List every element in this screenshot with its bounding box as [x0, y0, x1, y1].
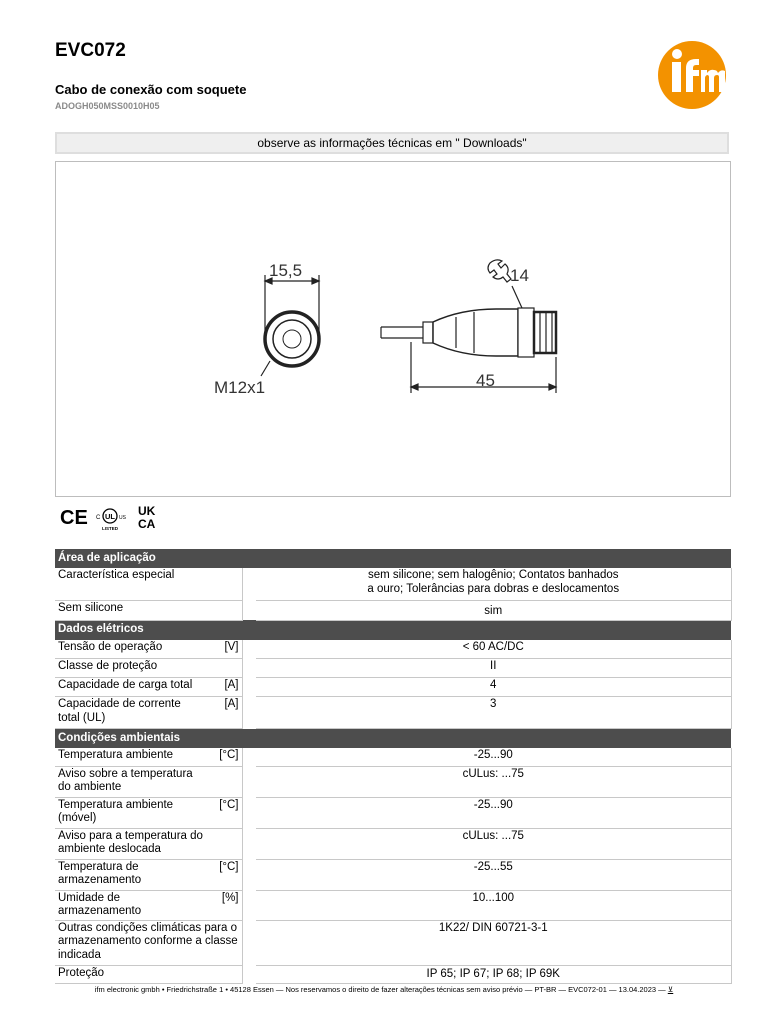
thread-label: M12x1 [214, 378, 266, 397]
row-unit: [%] [208, 890, 242, 920]
row-label: Característica especial [55, 568, 208, 600]
spec-table [55, 549, 732, 984]
section-header: Dados elétricos [55, 620, 731, 640]
row-value: II [256, 659, 731, 678]
table-row [55, 828, 731, 859]
row-unit: [A] [208, 678, 242, 697]
product-subtitle: Cabo de conexão com soquete [55, 82, 247, 97]
table-row [55, 766, 731, 797]
row-label: Outras condições climáticas para o armazenamento conforme a classe indicada [55, 920, 242, 965]
row-value: sem silicone; sem halogênio; Contatos banhados a ouro; Tolerâncias para dobras e deslocamentos [256, 568, 731, 600]
row-unit [208, 828, 242, 859]
row-label: Aviso sobre a temperatura do ambiente [55, 766, 208, 797]
row-unit: [°C] [208, 797, 242, 828]
row-value: sim [256, 600, 731, 620]
row-label: Umidade de armazenamento [55, 890, 208, 920]
svg-text:LISTED: LISTED [102, 526, 119, 531]
table-row [55, 859, 731, 890]
row-label: Capacidade de carga total [55, 678, 208, 697]
table-row [55, 890, 731, 920]
row-unit: [V] [208, 640, 242, 659]
table-row [55, 797, 731, 828]
diameter-label: 15,5 [269, 261, 303, 280]
section-header: Área de aplicação [55, 549, 731, 568]
row-value: 10...100 [256, 890, 731, 920]
row-value: cULus: ...75 [256, 766, 731, 797]
row-label: Temperatura ambiente (móvel) [55, 797, 208, 828]
ifm-logo [655, 40, 729, 110]
row-label: Temperatura ambiente [55, 748, 208, 766]
row-unit: [°C] [208, 748, 242, 766]
row-value: 1K22/ DIN 60721-3-1 [256, 920, 731, 965]
length-label: 45 [476, 371, 495, 390]
row-unit [208, 766, 242, 797]
footer-text: ifm electronic gmbh • Friedrichstraße 1 • 45128 Essen — Nos reservamos o direito de fazer alterações técnicas sem aviso prévio — PT-BR — EVC072-01 — 13.04.2023 — [94, 985, 666, 994]
row-value: IP 65; IP 67; IP 68; IP 69K [256, 965, 731, 983]
row-value: -25...90 [256, 748, 731, 766]
row-value: cULus: ...75 [256, 828, 731, 859]
article-code: ADOGH050MSS0010H05 [55, 101, 160, 111]
row-label: Temperatura de armazenamento [55, 859, 208, 890]
table-row [55, 748, 731, 766]
ukca-mark [138, 504, 156, 531]
row-label: Aviso para a temperatura do ambiente deslocada [55, 828, 208, 859]
page-footer [0, 985, 768, 994]
row-unit: [°C] [208, 859, 242, 890]
product-title: EVC072 [55, 40, 126, 61]
row-value: 3 [256, 697, 731, 729]
ul-listed-mark [96, 509, 127, 531]
row-unit [208, 659, 242, 678]
table-row [55, 568, 731, 600]
row-unit: [A] [208, 697, 242, 729]
row-unit [208, 568, 242, 600]
row-unit [208, 600, 242, 620]
row-value: -25...55 [256, 859, 731, 890]
table-row [55, 920, 731, 965]
certification-marks [58, 503, 173, 533]
dimension-drawing [55, 161, 731, 497]
row-value: < 60 AC/DC [256, 640, 731, 659]
svg-text:US: US [119, 515, 126, 521]
table-row [55, 659, 731, 678]
svg-text:CA: CA [138, 517, 156, 531]
row-unit [208, 965, 242, 983]
row-label: Classe de proteção [55, 659, 208, 678]
table-row [55, 678, 731, 697]
table-row [55, 640, 731, 659]
row-value: -25...90 [256, 797, 731, 828]
table-row [55, 697, 731, 729]
row-label: Capacidade de corrente total (UL) [55, 697, 208, 729]
front-view-inner [273, 320, 311, 358]
row-label: Sem silicone [55, 600, 208, 620]
svg-text:C: C [96, 515, 101, 521]
row-value: 4 [256, 678, 731, 697]
footer-mark: ⊻ [667, 985, 674, 994]
wrench-size-label: 14 [510, 266, 529, 285]
ce-mark: CE [60, 507, 88, 529]
row-label: Tensão de operação [55, 640, 208, 659]
svg-text:UL: UL [105, 512, 115, 521]
row-label: Proteção [55, 965, 208, 983]
section-header: Condições ambientais [55, 729, 731, 749]
svg-text:UK: UK [138, 504, 156, 518]
table-row [55, 965, 731, 983]
table-row [55, 600, 731, 620]
downloads-notice: observe as informações técnicas em " Downloads" [55, 132, 729, 154]
